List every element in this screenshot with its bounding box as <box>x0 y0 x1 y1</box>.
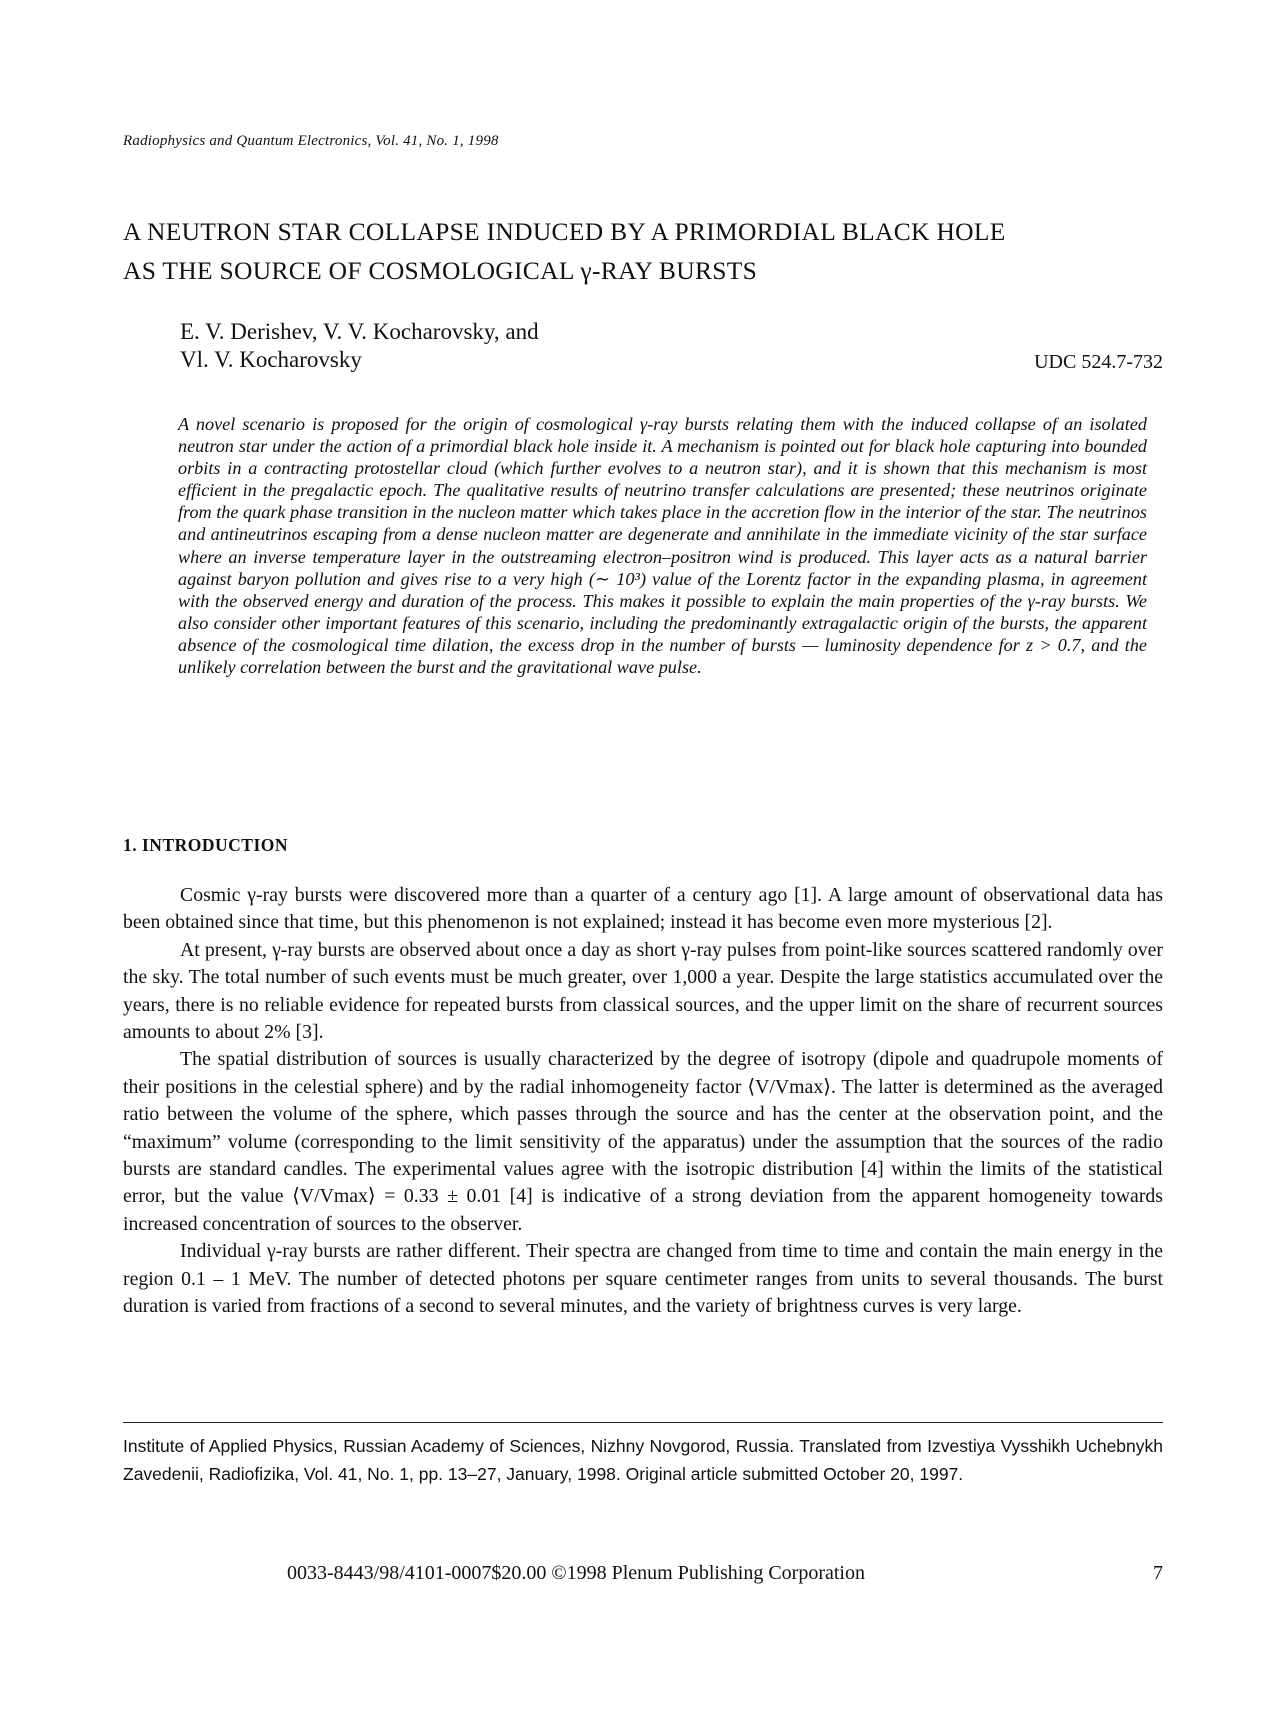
authors-line-2: Vl. V. Kocharovsky <box>180 347 362 372</box>
abstract: A novel scenario is proposed for the origin of cosmological γ-ray bursts relating them with the induced collapse of an isolated neutron star under the action of a primordial black hole inside it. A mechanism is pointed out for black hole capturing into bounded orbits in a contracting protostellar cloud (which further evolves to a neutron star), and it is shown that this mechanism is most efficient in the pregalactic epoch. The qualitative results of neutrino transfer calculations are presented; these neutrinos originate from the quark phase transition in the nucleon matter which takes place in the accretion flow in the interior of the star. The neutrinos and antineutrinos escaping from a dense nucleon matter are degenerate and annihilate in the immediate vicinity of the star surface where an inverse temperature layer in the outstreaming electron–positron wind is produced. This layer acts as a natural barrier against baryon pollution and gives rise to a very high (∼ 10³) value of the Lorentz factor in the expanding plasma, in agreement with the observed energy and duration of the process. This makes it possible to explain the main properties of the γ-ray bursts. We also consider other important features of this scenario, including the predominantly extragalactic origin of the bursts, the apparent absence of the cosmological time dilation, the excess drop in the number of bursts — luminosity dependence for z > 0.7, and the unlikely correlation between the burst and the gravitational wave pulse. <box>178 414 1147 678</box>
title-line-1: A NEUTRON STAR COLLAPSE INDUCED BY A PRIMORDIAL BLACK HOLE <box>123 217 1006 246</box>
page-number: 7 <box>1153 1562 1163 1584</box>
author-list <box>180 318 539 374</box>
section-heading: 1. INTRODUCTION <box>123 835 289 855</box>
footnote-divider <box>123 1422 1163 1423</box>
authors-line-1: E. V. Derishev, V. V. Kocharovsky, and <box>180 319 539 344</box>
paragraph: The spatial distribution of sources is usually characterized by the degree of isotropy (dipole and quadrupole moments of their positions in the celestial sphere) and by the radial inhomogeneity factor ⟨V/Vmax⟩. The latter is determined as the averaged ratio between the volume of the sphere, which passes through the source and has the center at the observation point, and the “maximum” volume (corresponding to the limit sensitivity of the apparatus) under the assumption that the sources of the radio bursts are standard candles. The experimental values agree with the isotropic distribution [4] within the limits of the statistical error, but the value ⟨V/Vmax⟩ = 0.33 ± 0.01 [4] is indicative of a strong deviation from the apparent homogeneity towards increased concentration of sources to the observer. <box>123 1048 1163 1235</box>
paragraph: At present, γ-ray bursts are observed about once a day as short γ-ray pulses from point-like sources scattered randomly over the sky. The total number of such events must be much greater, over 1,000 a year. Despite the large statistics accumulated over the years, there is no reliable evidence for repeated bursts from classical sources, and the upper limit on the share of recurrent sources amounts to about 2% [3]. <box>123 938 1163 1044</box>
affiliation-footnote: Institute of Applied Physics, Russian Academy of Sciences, Nizhny Novgorod, Russia. Translated from Izvestiya Vysshikh Uchebnykh Zavedenii, Radiofizika, Vol. 41, No. 1, pp. 13–27, January, 1998. Original article submitted October 20, 1997. <box>123 1436 1163 1484</box>
introduction-body <box>123 882 1163 1321</box>
copyright-line: 0033-8443/98/4101-0007$20.00 ©1998 Plenum Publishing Corporation <box>287 1562 865 1584</box>
paper-title <box>123 212 1163 290</box>
udc-code: UDC 524.7-732 <box>1034 351 1163 373</box>
journal-line: Radiophysics and Quantum Electronics, Vol. 41, No. 1, 1998 <box>123 133 499 149</box>
title-line-2: AS THE SOURCE OF COSMOLOGICAL γ-RAY BURSTS <box>123 256 758 285</box>
paragraph: Individual γ-ray bursts are rather different. Their spectra are changed from time to time and contain the main energy in the region 0.1 – 1 MeV. The number of detected photons per square centimeter ranges from units to several thousands. The burst duration is varied from fractions of a second to several minutes, and the variety of brightness curves is very large. <box>123 1240 1163 1318</box>
paragraph: Cosmic γ-ray bursts were discovered more than a quarter of a century ago [1]. A large amount of observational data has been obtained since that time, but this phenomenon is not explained; instead it has become even more mysterious [2]. <box>123 884 1163 934</box>
